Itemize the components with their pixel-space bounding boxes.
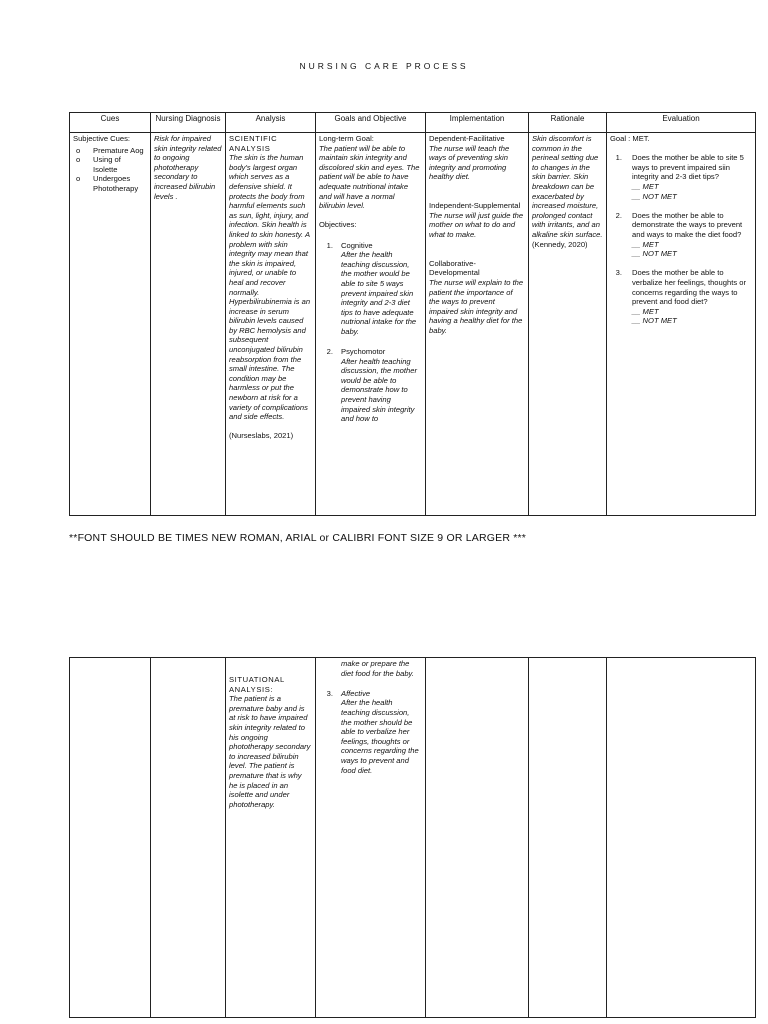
header-rationale: Rationale: [529, 113, 607, 133]
cues-list: [73, 146, 147, 194]
nursing-diagnosis-cell-continued: [151, 658, 226, 1018]
not-met-checkbox[interactable]: __ NOT MET: [632, 249, 677, 259]
not-met-checkbox[interactable]: __ NOT MET: [632, 191, 677, 201]
bullet-icon: o: [76, 155, 81, 165]
scientific-analysis-text: The skin is the human body's largest organ which serves as a defensive shield. It protects the body from harmful elements such as sun, light, injury, and infection. Skin health is linked to skin honesty. A problem with skin integrity may mean that the skin is impaired, injured, or unable to heal and recover normally. Hyperbilirubinemia is an increase in serum bilirubin levels caused by RBC hemolysis and subsequent unconjugated bilirubin reabsorption from the small intestine. The condition may be harmless or put the newborn at risk for a variety of complications and side effects.: [229, 153, 311, 422]
evaluation-cell: [607, 133, 756, 516]
objective-affective: 3. Affective After the health teaching discussion, the mother should be able to verbalize her feelings, thoughts or concerns regarding the ways to prevent and food diet.: [326, 688, 419, 775]
cues-cell: [70, 133, 151, 516]
care-plan-table-page-1: [69, 112, 756, 516]
implementation-independent-text: The nurse will just guide the mother on what to do and what to make.: [429, 210, 524, 239]
list-item: o Premature Aog: [73, 146, 147, 156]
evaluation-goal: Goal : MET.: [610, 134, 650, 143]
analysis-cell: [226, 133, 316, 516]
rationale-citation: (Kennedy, 2020): [532, 239, 588, 249]
header-evaluation: Evaluation: [607, 113, 756, 133]
implementation-collaborative-heading: Collaborative-Developmental: [429, 258, 480, 278]
evaluation-cell-continued: [607, 658, 756, 1018]
scientific-analysis-heading: SCIENTIFIC ANALYSIS: [229, 134, 278, 153]
situational-analysis-text: The patient is a premature baby and is at risk to have impaired skin integrity related to his ongoing phototherapy secondary to increased bilirubin level. The patient is premature that is why he is placed in an isolette and under phototherapy.: [229, 694, 311, 809]
table-row: [70, 133, 756, 516]
bullet-icon: o: [76, 145, 81, 155]
implementation-dependent-heading: Dependent-Facilitative: [429, 134, 505, 143]
long-term-goal-heading: Long-term Goal:: [319, 134, 374, 143]
objective-psychomotor-continued: make or prepare the diet food for the baby.: [341, 659, 414, 678]
evaluation-item-2: 2. Does the mother be able to demonstrate the ways to prevent and ways to make the diet food? __ MET __ NOT MET: [610, 211, 752, 259]
header-analysis: Analysis: [226, 113, 316, 133]
cues-cell-continued: [70, 658, 151, 1018]
evaluation-item-3: 3. Does the mother be able to verbalize her feelings, thoughts or concerns regarding the ways to prevent and food diet? __ MET __ NOT MET: [610, 268, 752, 326]
goals-cell: [316, 133, 426, 516]
cues-heading: Subjective Cues:: [73, 134, 130, 143]
header-nursing-diagnosis: Nursing Diagnosis: [151, 113, 226, 133]
objective-cognitive: 1. Cognitive After the health teaching discussion, the mother would be able to site 5 ways prevent impaired skin integrity and 2-3 diet tips to have adequate nutrional intake for the baby.: [326, 240, 417, 336]
implementation-collaborative-text: The nurse will explain to the patient the importance of the ways to prevent impaired skin integrity and having a healthy diet for the baby.: [429, 277, 524, 335]
list-item: o Using of Isolette: [73, 155, 147, 174]
met-checkbox[interactable]: __ MET: [632, 306, 659, 316]
goals-cell-continued: [316, 658, 426, 1018]
care-plan-table-page-2: [69, 657, 756, 1018]
objective-psychomotor: 2. Psychomotor After health teaching discussion, the mother would be able to demonstrate how to prevent having impaired skin integrity and how to: [326, 347, 417, 424]
implementation-cell: [426, 133, 529, 516]
analysis-citation: (Nurseslabs, 2021): [229, 431, 294, 441]
header-row: [70, 113, 756, 133]
rationale-cell: [529, 133, 607, 516]
implementation-dependent-text: The nurse will teach the ways of preventing skin integrity and promoting healthy diet.: [429, 143, 510, 182]
header-goals: Goals and Objective: [316, 113, 426, 133]
analysis-cell-continued: [226, 658, 316, 1018]
objectives-heading: Objectives:: [319, 220, 357, 230]
not-met-checkbox[interactable]: __ NOT MET: [632, 316, 677, 326]
list-item: o Undergoes Phototherapy: [73, 174, 147, 193]
implementation-cell-continued: [426, 658, 529, 1018]
situational-analysis-heading: SITUATIONAL ANALYSIS:: [229, 675, 285, 694]
implementation-independent-heading: Independent-Supplemental: [429, 201, 521, 211]
long-term-goal-text: The patient will be able to maintain skin integrity and discolored skin and eyes. The patient will be able to have adequate nutritional intake and will have a normal bilirubin level.: [319, 143, 420, 211]
table-row: [70, 658, 756, 1018]
evaluation-item-1: 1. Does the mother be able to site 5 ways to prevent impaired siin integrity and 2-3 diet tips? __ MET __ NOT MET: [610, 153, 752, 201]
header-implementation: Implementation: [426, 113, 529, 133]
rationale-text: Skin discomfort is common in the perineal setting due to changes in the skin barrier. Skin breakdown can be exacerbated by increased moisture, prolonged contact with irritants, and an alkaline skin surface.: [532, 134, 603, 239]
met-checkbox[interactable]: __ MET: [632, 181, 659, 191]
rationale-cell-continued: [529, 658, 607, 1018]
document-title: NURSING CARE PROCESS: [299, 61, 469, 71]
met-checkbox[interactable]: __ MET: [632, 239, 659, 249]
font-requirement-note: **FONT SHOULD BE TIMES NEW ROMAN, ARIAL or CALIBRI FONT SIZE 9 OR LARGER ***: [69, 532, 527, 544]
header-cues: Cues: [70, 113, 151, 133]
bullet-icon: o: [76, 174, 81, 184]
nursing-diagnosis-cell: Risk for impaired skin integrity related to ongoing phototherapy secondary to increased bilirubin levels .: [151, 133, 226, 516]
